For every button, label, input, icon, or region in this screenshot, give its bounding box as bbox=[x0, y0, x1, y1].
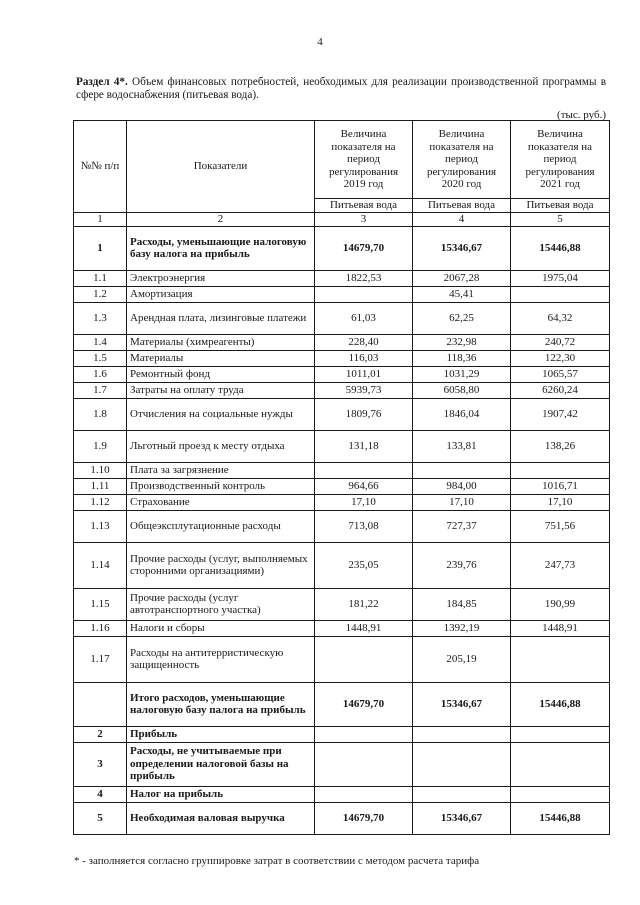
value-2021: 1065,57 bbox=[511, 366, 610, 382]
value-2019: 1011,01 bbox=[315, 366, 413, 382]
value-2020: 133,81 bbox=[413, 430, 511, 462]
value-2021: 1016,71 bbox=[511, 478, 610, 494]
value-2021: 64,32 bbox=[511, 302, 610, 334]
value-2021: 15446,88 bbox=[511, 226, 610, 270]
value-2021 bbox=[511, 286, 610, 302]
value-2021: 1907,42 bbox=[511, 398, 610, 430]
row-indicator-name: Налог на прибыль bbox=[127, 786, 315, 802]
value-2020: 205,19 bbox=[413, 636, 511, 682]
row-indicator-name: Расходы, уменьшающие налоговую базу налога на прибыль bbox=[127, 226, 315, 270]
value-2020: 727,37 bbox=[413, 510, 511, 542]
table-row bbox=[74, 334, 610, 350]
value-2020 bbox=[413, 786, 511, 802]
row-indicator-name: Прибыль bbox=[127, 726, 315, 742]
value-2021: 17,10 bbox=[511, 494, 610, 510]
subheader-2021: Питьевая вода bbox=[511, 199, 610, 213]
row-number: 3 bbox=[74, 742, 127, 786]
value-2021: 240,72 bbox=[511, 334, 610, 350]
value-2019: 1448,91 bbox=[315, 620, 413, 636]
row-indicator-name: Льготный проезд к месту отдыха bbox=[127, 430, 315, 462]
row-number: 1.3 bbox=[74, 302, 127, 334]
section-label: Раздел 4*. bbox=[76, 76, 128, 88]
value-2020: 62,25 bbox=[413, 302, 511, 334]
value-2020: 1031,29 bbox=[413, 366, 511, 382]
value-2021: 1975,04 bbox=[511, 270, 610, 286]
value-2021: 15446,88 bbox=[511, 682, 610, 726]
table-row bbox=[74, 588, 610, 620]
value-2021: 6260,24 bbox=[511, 382, 610, 398]
row-number: 1.1 bbox=[74, 270, 127, 286]
value-2021: 122,30 bbox=[511, 350, 610, 366]
value-2020: 118,36 bbox=[413, 350, 511, 366]
value-2021: 247,73 bbox=[511, 542, 610, 588]
row-number: 1.6 bbox=[74, 366, 127, 382]
table-row bbox=[74, 620, 610, 636]
value-2019: 14679,70 bbox=[315, 802, 413, 834]
row-number: 1.14 bbox=[74, 542, 127, 588]
value-2020: 1846,04 bbox=[413, 398, 511, 430]
table-row bbox=[74, 542, 610, 588]
value-2020: 239,76 bbox=[413, 542, 511, 588]
value-2021: 751,56 bbox=[511, 510, 610, 542]
value-2020: 45,41 bbox=[413, 286, 511, 302]
value-2020: 6058,80 bbox=[413, 382, 511, 398]
value-2019 bbox=[315, 726, 413, 742]
row-number: 1.17 bbox=[74, 636, 127, 682]
row-number: 1.7 bbox=[74, 382, 127, 398]
value-2019: 14679,70 bbox=[315, 682, 413, 726]
table-row bbox=[74, 286, 610, 302]
value-2021: 1448,91 bbox=[511, 620, 610, 636]
table-row bbox=[74, 302, 610, 334]
value-2020: 984,00 bbox=[413, 478, 511, 494]
value-2021 bbox=[511, 726, 610, 742]
row-number: 1.4 bbox=[74, 334, 127, 350]
table-row bbox=[74, 742, 610, 786]
value-2019: 17,10 bbox=[315, 494, 413, 510]
row-indicator-name: Расходы, не учитываемые при определении налоговой базы на прибыль bbox=[127, 742, 315, 786]
header-name: Показатели bbox=[127, 121, 315, 213]
value-2020: 15346,67 bbox=[413, 802, 511, 834]
value-2020: 2067,28 bbox=[413, 270, 511, 286]
row-indicator-name: Арендная плата, лизинговые платежи bbox=[127, 302, 315, 334]
row-number: 1.2 bbox=[74, 286, 127, 302]
table-row bbox=[74, 682, 610, 726]
section-heading-text: Объем финансовых потребностей, необходимых для реализации производственной программы в сфере водоснабжения (питьевая вода). bbox=[76, 76, 607, 101]
row-number: 1 bbox=[74, 226, 127, 270]
value-2019: 14679,70 bbox=[315, 226, 413, 270]
row-indicator-name: Амортизация bbox=[127, 286, 315, 302]
row-indicator-name: Электроэнергия bbox=[127, 270, 315, 286]
section-heading bbox=[76, 76, 606, 102]
column-number: 2 bbox=[127, 213, 315, 227]
row-indicator-name: Прочие расходы (услуг автотранспортного участка) bbox=[127, 588, 315, 620]
row-indicator-name: Затраты на оплату труда bbox=[127, 382, 315, 398]
value-2019 bbox=[315, 286, 413, 302]
value-2019 bbox=[315, 742, 413, 786]
table-row bbox=[74, 430, 610, 462]
value-2021: 15446,88 bbox=[511, 802, 610, 834]
row-indicator-name: Ремонтный фонд bbox=[127, 366, 315, 382]
row-indicator-name: Общеэксплутационные расходы bbox=[127, 510, 315, 542]
row-number: 1.13 bbox=[74, 510, 127, 542]
footnote: * - заполняется согласно группировке затрат в соответствии с методом расчета тарифа bbox=[74, 855, 480, 867]
units-label: (тыс. руб.) bbox=[557, 109, 606, 121]
subheader-2019: Питьевая вода bbox=[315, 199, 413, 213]
row-indicator-name: Налоги и сборы bbox=[127, 620, 315, 636]
table-row bbox=[74, 802, 610, 834]
table-row bbox=[74, 636, 610, 682]
value-2019 bbox=[315, 786, 413, 802]
row-indicator-name: Производственный контроль bbox=[127, 478, 315, 494]
value-2020: 1392,19 bbox=[413, 620, 511, 636]
value-2021: 190,99 bbox=[511, 588, 610, 620]
header-2021: Величина показателя на период регулирования 2021 год bbox=[511, 121, 610, 199]
subheader-2020: Питьевая вода bbox=[413, 199, 511, 213]
value-2019: 228,40 bbox=[315, 334, 413, 350]
value-2019 bbox=[315, 636, 413, 682]
row-indicator-name: Необходимая валовая выручка bbox=[127, 802, 315, 834]
table-row bbox=[74, 366, 610, 382]
row-number: 1.16 bbox=[74, 620, 127, 636]
value-2020: 15346,67 bbox=[413, 226, 511, 270]
value-2021 bbox=[511, 462, 610, 478]
row-indicator-name: Материалы bbox=[127, 350, 315, 366]
value-2020 bbox=[413, 462, 511, 478]
row-number: 2 bbox=[74, 726, 127, 742]
value-2019 bbox=[315, 462, 413, 478]
row-number: 1.15 bbox=[74, 588, 127, 620]
row-indicator-name: Расходы на антитерристическую защищенность bbox=[127, 636, 315, 682]
row-number: 1.12 bbox=[74, 494, 127, 510]
value-2019: 1809,76 bbox=[315, 398, 413, 430]
table-row bbox=[74, 478, 610, 494]
value-2020: 17,10 bbox=[413, 494, 511, 510]
column-number: 1 bbox=[74, 213, 127, 227]
value-2021 bbox=[511, 742, 610, 786]
value-2019: 964,66 bbox=[315, 478, 413, 494]
row-number: 5 bbox=[74, 802, 127, 834]
row-number bbox=[74, 682, 127, 726]
row-number: 1.9 bbox=[74, 430, 127, 462]
table-row bbox=[74, 226, 610, 270]
value-2020 bbox=[413, 742, 511, 786]
header-2019: Величина показателя на период регулирования 2019 год bbox=[315, 121, 413, 199]
row-indicator-name: Итого расходов, уменьшающие налоговую базу палога на прибыль bbox=[127, 682, 315, 726]
header-row bbox=[74, 121, 610, 199]
value-2019: 1822,53 bbox=[315, 270, 413, 286]
row-indicator-name: Плата за загрязнение bbox=[127, 462, 315, 478]
value-2021 bbox=[511, 636, 610, 682]
value-2019: 116,03 bbox=[315, 350, 413, 366]
row-number: 1.5 bbox=[74, 350, 127, 366]
table-row bbox=[74, 382, 610, 398]
page-number: 4 bbox=[317, 36, 323, 48]
row-number: 1.11 bbox=[74, 478, 127, 494]
table-row bbox=[74, 510, 610, 542]
column-number: 4 bbox=[413, 213, 511, 227]
value-2021: 138,26 bbox=[511, 430, 610, 462]
column-number-row bbox=[74, 213, 610, 227]
value-2020: 232,98 bbox=[413, 334, 511, 350]
value-2021 bbox=[511, 786, 610, 802]
value-2020 bbox=[413, 726, 511, 742]
column-number: 5 bbox=[511, 213, 610, 227]
table-row bbox=[74, 786, 610, 802]
table-row bbox=[74, 270, 610, 286]
table-row bbox=[74, 494, 610, 510]
header-num: №№ п/п bbox=[74, 121, 127, 213]
table-row bbox=[74, 398, 610, 430]
row-indicator-name: Материалы (химреагенты) bbox=[127, 334, 315, 350]
header-2020: Величина показателя на период регулирования 2020 год bbox=[413, 121, 511, 199]
value-2019: 131,18 bbox=[315, 430, 413, 462]
value-2019: 61,03 bbox=[315, 302, 413, 334]
value-2019: 181,22 bbox=[315, 588, 413, 620]
financial-needs-table bbox=[73, 120, 610, 835]
row-number: 1.10 bbox=[74, 462, 127, 478]
value-2019: 235,05 bbox=[315, 542, 413, 588]
row-indicator-name: Страхование bbox=[127, 494, 315, 510]
value-2020: 15346,67 bbox=[413, 682, 511, 726]
table-row bbox=[74, 462, 610, 478]
table-row bbox=[74, 350, 610, 366]
value-2019: 5939,73 bbox=[315, 382, 413, 398]
value-2019: 713,08 bbox=[315, 510, 413, 542]
row-number: 4 bbox=[74, 786, 127, 802]
value-2020: 184,85 bbox=[413, 588, 511, 620]
table-row bbox=[74, 726, 610, 742]
row-indicator-name: Прочие расходы (услуг, выполняемых сторонними организациями) bbox=[127, 542, 315, 588]
row-number: 1.8 bbox=[74, 398, 127, 430]
row-indicator-name: Отчисления на социальные нужды bbox=[127, 398, 315, 430]
column-number: 3 bbox=[315, 213, 413, 227]
